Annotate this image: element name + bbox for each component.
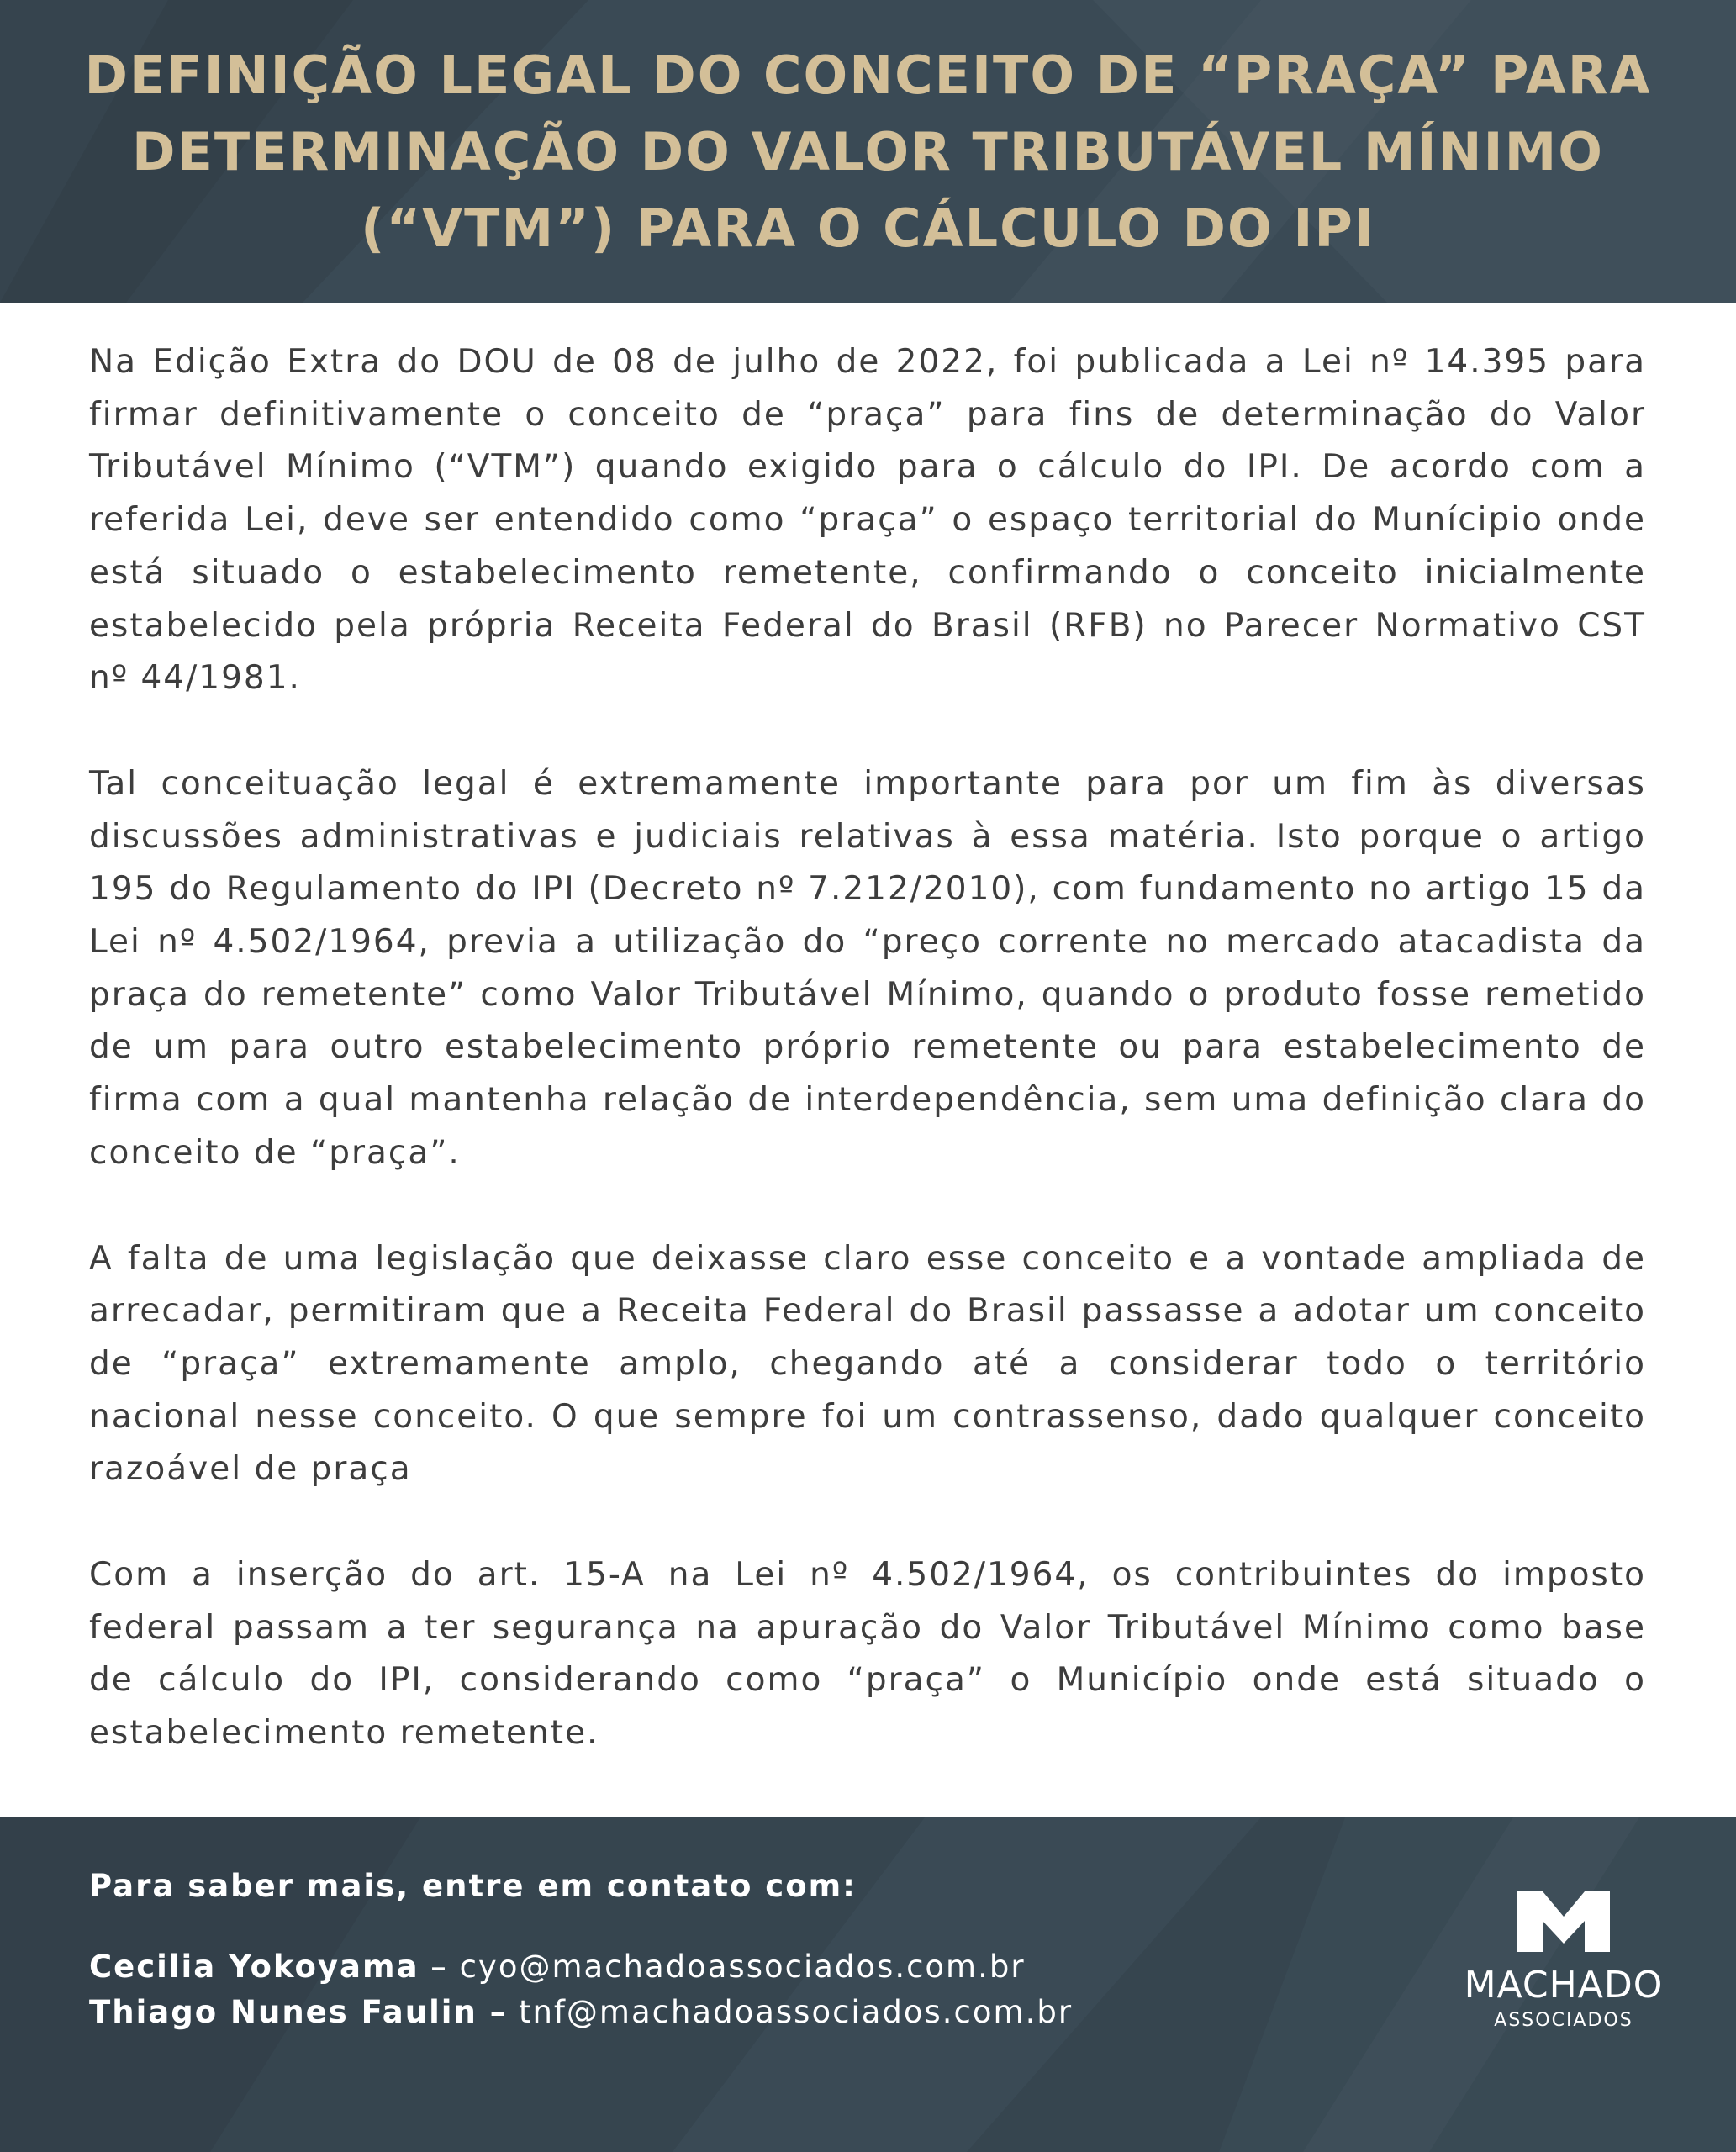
paragraph-3: A falta de uma legislação que deixasse claro esse conceito e a vontade ampliada de arrecadar, permitiram que a Receita Federal do Brasil passasse a adotar um conceito de “praça” extremamente amplo, chegando até a considerar todo o território nacional nesse conceito. O que sempre foi um contrassenso, dado qualquer conceito razoável de praça [89, 1239, 1646, 1489]
machado-m-logo-icon [1517, 1891, 1610, 1952]
paragraph-1: Na Edição Extra do DOU de 08 de julho de 2022, foi publicada a Lei nº 14.395 para firmar definitivamente o conceito de “praça” para fins de determinação do Valor Tributável Mínimo (“VTM”) quando exigido para o cálculo do IPI. De acordo com a referida Lei, deve ser entendido como “praça” o espaço territorial do Munícipio onde está situado o estabelecimento remetente, confirmando o conceito inicialmente estabelecido pela própria Receita Federal do Brasil (RFB) no Parecer Normativo CST nº 44/1981. [89, 343, 1646, 698]
header-banner [0, 0, 1736, 303]
title-line-1: DEFINIÇÃO LEGAL DO CONCEITO DE “PRAÇA” PARA [84, 44, 1652, 106]
contact-email-link[interactable]: tnf@machadoassociados.com.br [518, 1994, 1074, 2030]
contact-info [89, 1868, 1073, 2035]
title-line-2: DETERMINAÇÃO DO VALOR TRIBUTÁVEL MÍNIMO [132, 120, 1604, 182]
machado-associados-logo [1459, 1891, 1669, 2060]
contact-name: Cecilia Yokoyama [89, 1949, 419, 1985]
logo-name: MACHADO [1464, 1964, 1664, 2007]
contact-row [89, 1990, 1073, 2035]
contact-name: Thiago Nunes Faulin – [89, 1994, 508, 2030]
contact-separator [507, 1994, 519, 2030]
contact-heading: Para saber mais, entre em contato com: [89, 1868, 857, 1904]
paragraph-4: Com a inserção do art. 15-A na Lei nº 4.502/1964, os contribuintes do imposto federal passam a ter segurança na apuração do Valor Tributável Mínimo como base de cálculo do IPI, considerando como “praça” o Município onde está situado o estabelecimento remetente. [89, 1556, 1646, 1753]
contact-email-link[interactable]: cyo@machadoassociados.com.br [459, 1949, 1026, 1985]
contact-row [89, 1944, 1073, 1990]
title-line-3: (“VTM”) PARA O CÁLCULO DO IPI [361, 197, 1375, 259]
page-title [70, 37, 1667, 266]
contact-separator: – [419, 1949, 460, 1985]
paragraph-2: Tal conceituação legal é extremamente importante para por um fim às diversas discussões administrativas e judiciais relativas à essa matéria. Isto porque o artigo 195 do Regulamento do IPI (Decreto nº 7.212/2010), com fundamento no artigo 15 da Lei nº 4.502/1964, previa a utilização do “preço corrente no mercado atacadista da praça do remetente” como Valor Tributável Mínimo, quando o produto fosse remetido de um para outro estabelecimento próprio remetente ou para estabelecimento de firma com a qual mantenha relação de interdependência, sem uma definição clara do conceito de “praça”. [89, 764, 1646, 1172]
article-body [89, 336, 1646, 1813]
logo-subtitle: ASSOCIADOS [1494, 2010, 1633, 2031]
footer-contact-banner [0, 1817, 1736, 2152]
